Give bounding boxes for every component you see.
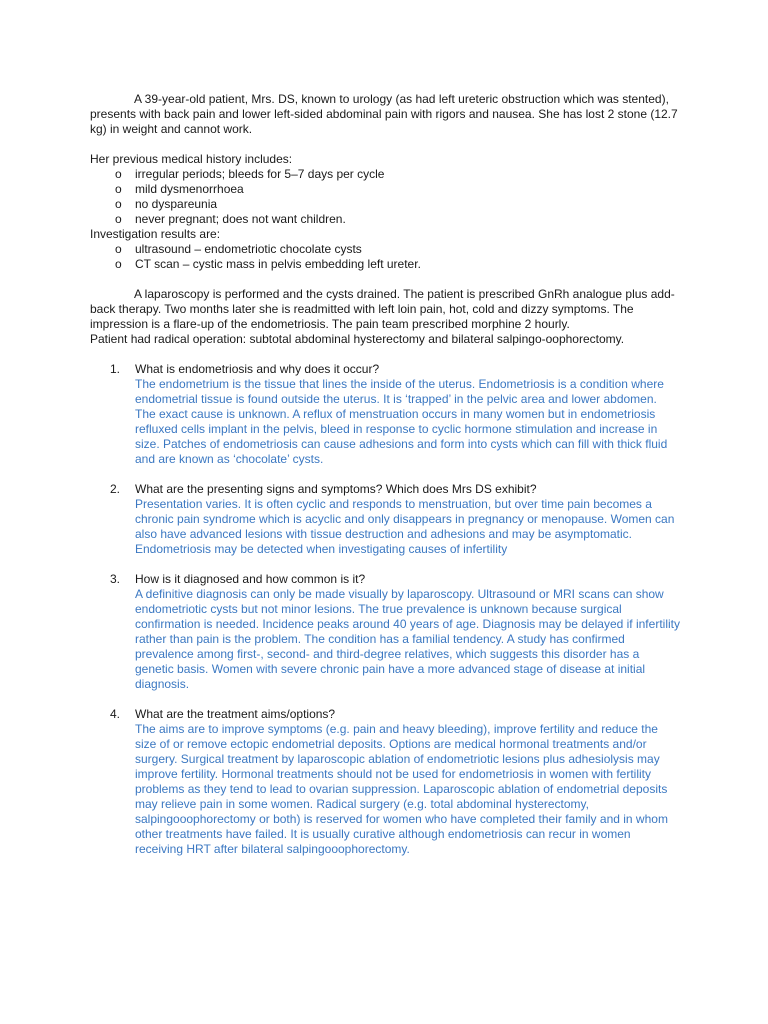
list-item-text: irregular periods; bleeds for 5–7 days per cycle — [135, 167, 385, 181]
bullet-icon: o — [115, 197, 122, 211]
history-list — [90, 167, 680, 227]
question-text: What are the presenting signs and symptoms? Which does Mrs DS exhibit? — [135, 482, 537, 496]
list-item-text: CT scan – cystic mass in pelvis embedding left ureter. — [135, 257, 421, 271]
document-page — [90, 92, 680, 857]
spacer — [135, 692, 680, 707]
bullet-icon: o — [115, 257, 122, 271]
question-number: 2. — [110, 482, 121, 496]
spacer — [90, 347, 680, 362]
investigation-list — [90, 242, 680, 272]
question-list — [90, 362, 680, 857]
question-item — [90, 572, 680, 707]
question-number: 4. — [110, 707, 121, 721]
list-item — [90, 212, 680, 227]
bullet-icon: o — [115, 242, 122, 256]
followup-paragraph: A laparoscopy is performed and the cysts drained. The patient is prescribed GnRh analogue plus add-back therapy. Two months later she is readmitted with left loin pain, hot, cold and dizzy symptoms. The impression is a flare-up of the endometriosis. The pain team prescribed morphine 2 hourly. — [90, 287, 675, 331]
question-number: 1. — [110, 362, 121, 376]
list-item — [90, 257, 680, 272]
question-number: 3. — [110, 572, 121, 586]
answer-text: The endometrium is the tissue that lines the inside of the uterus. Endometriosis is a condition where endometrial tissue is found outside the uterus. It is ‘trapped’ in the pelvic area and lower abdomen. The exact cause is unknown. A reflux of menstruation occurs in many women but in endometriosis refluxed cells implant in the pelvis, bleed in response to cyclic hormone stimulation and increase in size. Patches of endometriosis can cause adhesions and form into cysts which can fill with thick fluid and are known as ‘chocolate’ cysts. — [135, 377, 668, 466]
list-item-text: ultrasound – endometriotic chocolate cysts — [135, 242, 362, 256]
bullet-icon: o — [115, 182, 122, 196]
case-paragraph: A 39-year-old patient, Mrs. DS, known to urology (as had left ureteric obstruction which was stented), presents with back pain and lower left-sided abdominal pain with rigors and nausea. She has lost 2 stone (12.7 kg) in weight and cannot work. — [90, 92, 678, 136]
answer-text: Presentation varies. It is often cyclic and responds to menstruation, but over time pain becomes a chronic pain syndrome which is acyclic and only disappears in pregnancy or menopause. Women can also have advanced lesions with tissue destruction and adhesions and may be asymptomatic. Endometriosis may be detected when investigating causes of infertility — [135, 497, 675, 556]
spacer — [135, 557, 680, 572]
list-item-text: no dyspareunia — [135, 197, 218, 211]
history-heading: Her previous medical history includes: — [90, 152, 293, 166]
question-item — [90, 482, 680, 572]
question-item — [90, 707, 680, 857]
list-item-text: never pregnant; does not want children. — [135, 212, 346, 226]
spacer — [135, 467, 680, 482]
spacer — [90, 137, 680, 152]
list-item — [90, 242, 680, 257]
question-text: How is it diagnosed and how common is it? — [135, 572, 366, 586]
spacer — [90, 272, 680, 287]
question-text: What are the treatment aims/options? — [135, 707, 336, 721]
question-text: What is endometriosis and why does it occur? — [135, 362, 380, 376]
bullet-icon: o — [115, 167, 122, 181]
investigation-heading: Investigation results are: — [90, 227, 221, 241]
bullet-icon: o — [115, 212, 122, 226]
answer-text: A definitive diagnosis can only be made visually by laparoscopy. Ultrasound or MRI scans can show endometriotic cysts but not minor lesions. The true prevalence is unknown because surgical confirmation is needed. Incidence peaks around 40 years of age. Diagnosis may be delayed if infertility rather than pain is the problem. The condition has a familial tendency. A study has confirmed prevalence among first-, second- and third-degree relatives, which suggests this disorder has a genetic basis. Women with severe chronic pain have a more advanced stage of disease at initial diagnosis. — [135, 587, 680, 691]
list-item — [90, 167, 680, 182]
question-item — [90, 362, 680, 482]
answer-text: The aims are to improve symptoms (e.g. pain and heavy bleeding), improve fertility and reduce the size of or remove ectopic endometrial deposits. Options are medical hormonal treatments and/or surgery. Surgical treatment by laparoscopic ablation of endometriotic lesions plus adhesiolysis may improve fertility. Hormonal treatments should not be used for endometriosis in women with fertility problems as they tend to lead to ovarian suppression. Laparoscopic ablation of endometrial deposits may relieve pain in some women. Radical surgery (e.g. total abdominal hysterectomy, salpingooophorectomy or both) is reserved for women who have completed their family and in whom other treatments have failed. It is usually curative although endometriosis can recur in women receiving HRT after bilateral salpingooophorectomy. — [135, 722, 668, 856]
list-item-text: mild dysmenorrhoea — [135, 182, 244, 196]
operation-line: Patient had radical operation: subtotal abdominal hysterectomy and bilateral salpingo-oophorectomy. — [90, 332, 625, 346]
list-item — [90, 197, 680, 212]
list-item — [90, 182, 680, 197]
